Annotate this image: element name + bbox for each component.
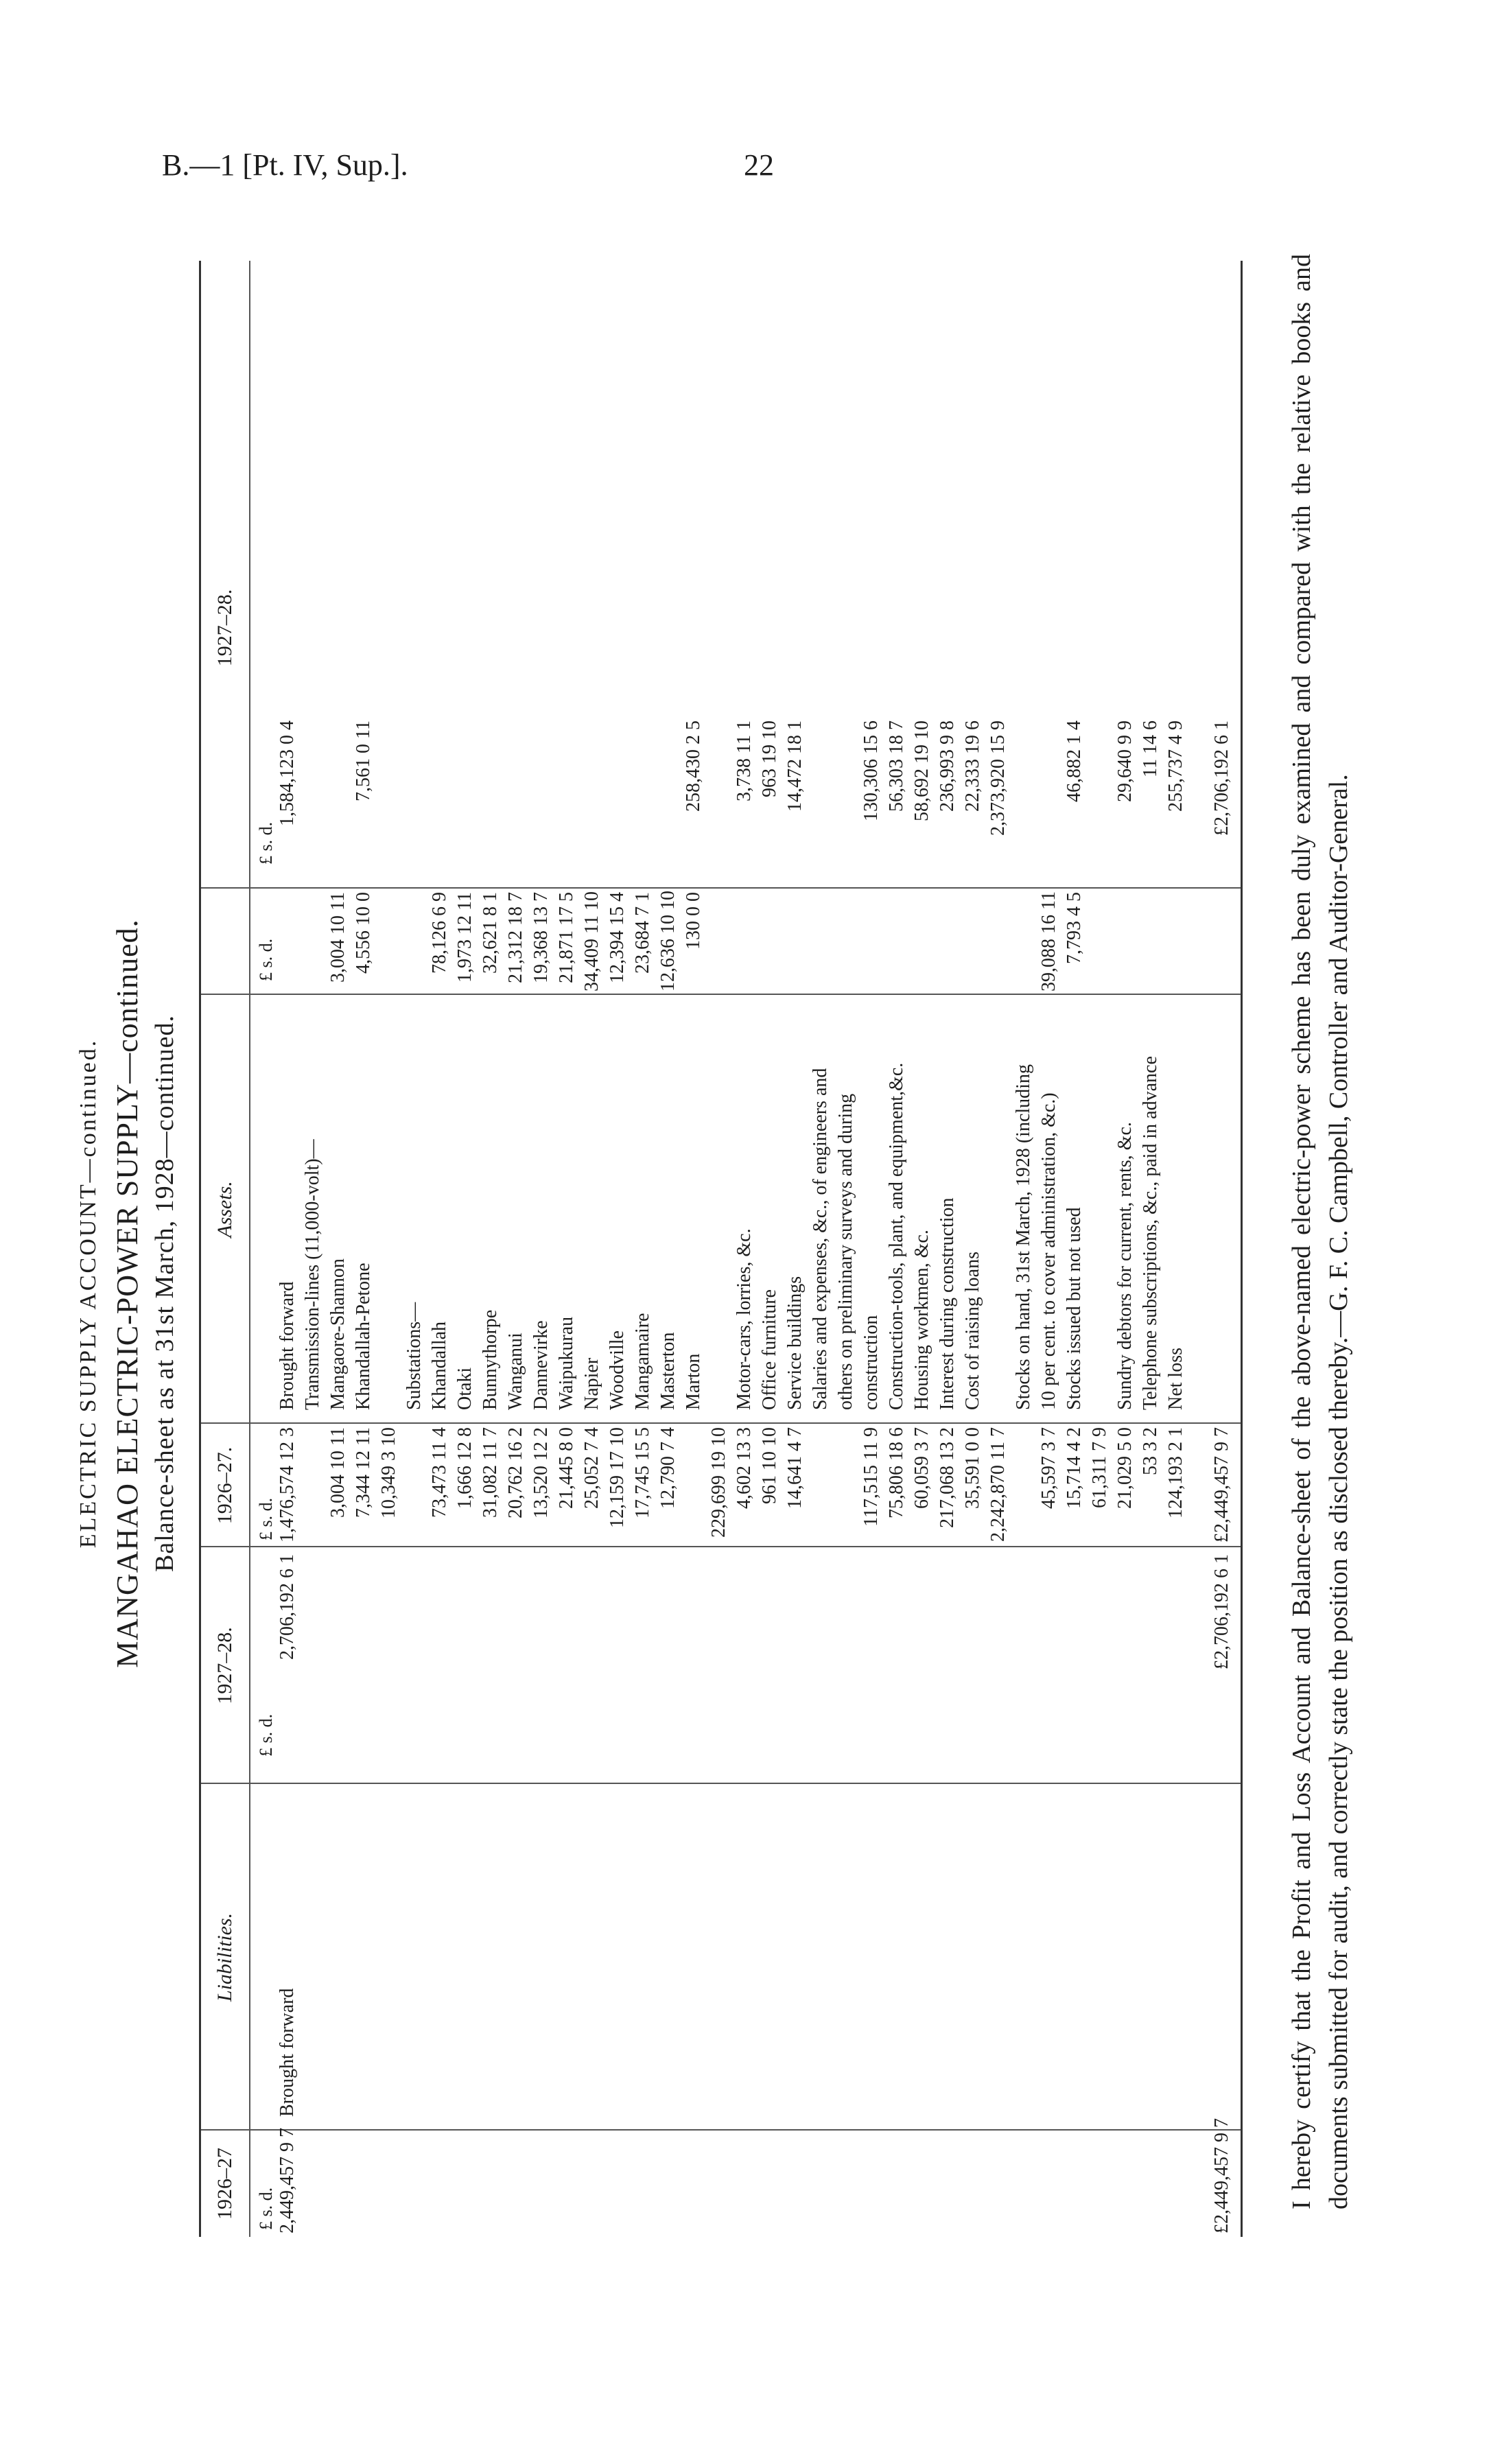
asset-subvalue: 32,621 8 1 — [480, 892, 501, 974]
asset-subvalue: 21,871 17 5 — [556, 892, 577, 983]
asset-label: others on preliminary surveys and during — [835, 1093, 856, 1410]
asset-value-curr: 46,882 1 4 — [1064, 720, 1085, 802]
asset-subvalue: 39,088 16 11 — [1038, 891, 1059, 992]
asset-subvalue: 78,126 6 9 — [429, 892, 450, 974]
rotated-balance-sheet — [69, 220, 1413, 2367]
asset-value-prev: 4,602 13 3 — [733, 1427, 755, 1509]
asset-label: Housing workmen, &c. — [911, 1230, 932, 1410]
asset-label: Interest during construction — [937, 1197, 958, 1410]
asset-value-curr: 56,303 18 7 — [886, 720, 907, 812]
asset-value-prev: 961 10 10 — [759, 1427, 780, 1504]
asset-value-prev: 2,242,870 11 7 — [987, 1427, 1009, 1542]
asset-value-prev: 14,641 4 7 — [784, 1427, 806, 1509]
asset-value-prev: 45,597 3 7 — [1038, 1427, 1059, 1509]
liab-bf-label: Brought forward — [277, 1988, 298, 2117]
asset-value-prev: 12,159 17 10 — [607, 1427, 628, 1528]
asset-subvalue: 4,556 10 0 — [353, 892, 374, 974]
asset-value-prev: 31,082 11 7 — [480, 1427, 501, 1518]
asset-value-prev: 217,068 13 2 — [937, 1427, 958, 1528]
header-rule — [249, 261, 250, 2237]
asset-label: Transmission-lines (11,000-volt)— — [302, 1139, 323, 1410]
asset-value-prev: 75,806 18 6 — [886, 1427, 907, 1518]
balance-sheet-title: Balance-sheet as at 31st March, 1928—continued. — [150, 1014, 179, 1573]
asset-label: Khandallah-Petone — [353, 1263, 374, 1410]
asset-value-curr: 11 14 6 — [1140, 720, 1161, 777]
assets-unit-prev: £ s. d. — [256, 1497, 276, 1540]
asset-label: Office furniture — [759, 1289, 780, 1410]
page-number: 22 — [744, 148, 774, 182]
asset-label: Khandallah — [429, 1321, 450, 1410]
asset-value-prev: 1,666 12 8 — [454, 1427, 476, 1509]
asset-value-prev: 13,520 12 2 — [530, 1427, 552, 1518]
asset-label: Construction-tools, plant, and equipment,&c. — [886, 1062, 907, 1410]
assets-unit-curr: £ s. d. — [256, 821, 276, 865]
asset-subvalue: 3,004 10 11 — [327, 892, 349, 983]
asset-label: Bunnythorpe — [480, 1309, 501, 1410]
assets-year-prev: 1926–27. — [213, 1446, 236, 1525]
balance-sheet-table — [199, 261, 1243, 2237]
asset-label: Stocks on hand, 31st March, 1928 (including — [1013, 1064, 1034, 1410]
asset-value-prev: 124,193 2 1 — [1165, 1427, 1186, 1518]
divider — [201, 2129, 1241, 2131]
divider — [201, 887, 1241, 889]
asset-subvalue: 19,368 13 7 — [530, 892, 552, 983]
assets-unit-sub: £ s. d. — [256, 938, 276, 981]
scheme-title: MANGAHAO ELECTRIC-POWER SUPPLY—continued. — [110, 919, 144, 1668]
asset-value-prev: 17,745 15 5 — [632, 1427, 653, 1518]
asset-value-curr: 7,561 0 11 — [353, 720, 374, 801]
asset-subvalue: 130 0 0 — [683, 892, 704, 950]
asset-value-prev: 53 3 2 — [1140, 1427, 1161, 1475]
liab-total-prev: £2,449,457 9 7 — [1211, 2118, 1232, 2233]
asset-value-curr: 29,640 9 9 — [1114, 720, 1136, 802]
asset-value-prev: 12,790 7 4 — [657, 1427, 679, 1509]
asset-label: Masterton — [657, 1332, 679, 1410]
assets-total-curr: £2,706,192 6 1 — [1211, 720, 1232, 836]
asset-label: Woodville — [607, 1330, 628, 1410]
asset-value-curr: 258,430 2 5 — [683, 720, 704, 812]
liab-bf-prev: 2,449,457 9 7 — [277, 2128, 298, 2233]
asset-value-prev: 60,059 3 7 — [911, 1427, 932, 1509]
asset-value-curr: 255,737 4 9 — [1165, 720, 1186, 812]
asset-value-curr: 14,472 18 1 — [784, 720, 806, 812]
assets-year-curr: 1927–28. — [213, 589, 236, 667]
divider — [201, 1422, 1241, 1424]
asset-subvalue: 34,409 11 10 — [581, 891, 602, 992]
asset-label: Wanganui — [505, 1333, 526, 1410]
asset-value-curr: 22,333 19 6 — [962, 720, 983, 812]
asset-value-prev: 35,591 0 0 — [962, 1427, 983, 1509]
asset-value-curr: 1,584,123 0 4 — [277, 720, 298, 826]
liab-bf-curr: 2,706,192 6 1 — [277, 1554, 298, 1660]
asset-value-prev: 229,699 19 10 — [708, 1427, 729, 1538]
divider — [201, 994, 1241, 995]
asset-label: Mangaore-Shannon — [327, 1258, 349, 1410]
liabilities-heading: Liabilities. — [213, 1912, 236, 2002]
asset-label: Marton — [683, 1353, 704, 1410]
auditor-certificate: I hereby certify that the Profit and Loss Account and Balance-sheet of the above-named electric-power scheme has been duly examined and compared with the relative books and documents submitted for audit, and correctly state the position as disclosed thereby.—G. F. C. Campbell, Controller and Auditor-General. — [1287, 254, 1353, 2209]
asset-value-curr: 58,692 19 10 — [911, 720, 932, 821]
asset-label: Service buildings — [784, 1276, 806, 1410]
asset-label: 10 per cent. to cover administration, &c.) — [1038, 1092, 1059, 1410]
asset-value-prev: 10,349 3 10 — [378, 1427, 399, 1518]
asset-subvalue: 7,793 4 5 — [1064, 892, 1085, 964]
divider — [201, 1546, 1241, 1547]
asset-label: Waipukurau — [556, 1316, 577, 1410]
assets-total-prev: £2,449,457 9 7 — [1211, 1427, 1232, 1542]
asset-value-prev: 25,052 7 4 — [581, 1427, 602, 1509]
asset-label: Substations— — [403, 1302, 425, 1410]
asset-value-curr: 963 19 10 — [759, 720, 780, 797]
liab-unit-prev: £ s. d. — [256, 2187, 276, 2230]
asset-subvalue: 12,394 15 4 — [607, 892, 628, 983]
asset-value-prev: 20,762 16 2 — [505, 1427, 526, 1518]
asset-label: Mangamaire — [632, 1313, 653, 1410]
asset-label: Telephone subscriptions, &c., paid in advance — [1140, 1056, 1161, 1410]
asset-value-prev: 117,515 11 9 — [860, 1427, 882, 1527]
asset-subvalue: 23,684 7 1 — [632, 892, 653, 974]
asset-value-prev: 15,714 4 2 — [1064, 1427, 1085, 1509]
liab-year-prev: 1926–27 — [213, 2148, 236, 2220]
asset-value-curr: 236,993 9 8 — [937, 720, 958, 812]
asset-label: Motor-cars, lorries, &c. — [733, 1228, 755, 1410]
asset-value-prev: 21,029 5 0 — [1114, 1427, 1136, 1509]
asset-value-prev: 3,004 10 11 — [327, 1427, 349, 1518]
asset-value-prev: 1,476,574 12 3 — [277, 1427, 298, 1542]
asset-label: construction — [860, 1315, 882, 1410]
asset-label: Otaki — [454, 1367, 476, 1410]
asset-value-curr: 2,373,920 15 9 — [987, 720, 1009, 836]
asset-value-prev: 73,473 11 4 — [429, 1427, 450, 1518]
asset-value-prev: 7,344 12 11 — [353, 1427, 374, 1518]
asset-subvalue: 12,636 10 10 — [657, 891, 679, 992]
asset-subvalue: 1,973 12 11 — [454, 892, 476, 983]
asset-label: Net loss — [1165, 1348, 1186, 1410]
asset-subvalue: 21,312 18 7 — [505, 892, 526, 983]
asset-label: Salaries and expenses, &c., of engineers and — [810, 1068, 831, 1410]
assets-heading: Assets. — [213, 1181, 236, 1238]
asset-label: Brought forward — [277, 1281, 298, 1410]
liab-unit-curr: £ s. d. — [256, 1713, 276, 1757]
asset-value-curr: 130,306 15 6 — [860, 720, 882, 821]
liab-total-curr: £2,706,192 6 1 — [1211, 1554, 1232, 1669]
page-header-reference: B.—1 [Pt. IV, Sup.]. — [162, 148, 408, 182]
asset-label: Cost of raising loans — [962, 1252, 983, 1410]
asset-label: Sundry debtors for current, rents, &c. — [1114, 1122, 1136, 1410]
account-title: ELECTRIC SUPPLY ACCOUNT—continued. — [75, 1038, 101, 1549]
liab-year-curr: 1927–28. — [213, 1627, 236, 1704]
asset-value-prev: 21,445 8 0 — [556, 1427, 577, 1509]
asset-label: Napier — [581, 1357, 602, 1410]
asset-label: Dannevirke — [530, 1320, 552, 1410]
asset-label: Stocks issued but not used — [1064, 1207, 1085, 1410]
divider — [201, 1783, 1241, 1784]
asset-value-prev: 61,311 7 9 — [1089, 1427, 1110, 1508]
asset-value-curr: 3,738 11 1 — [733, 720, 755, 801]
